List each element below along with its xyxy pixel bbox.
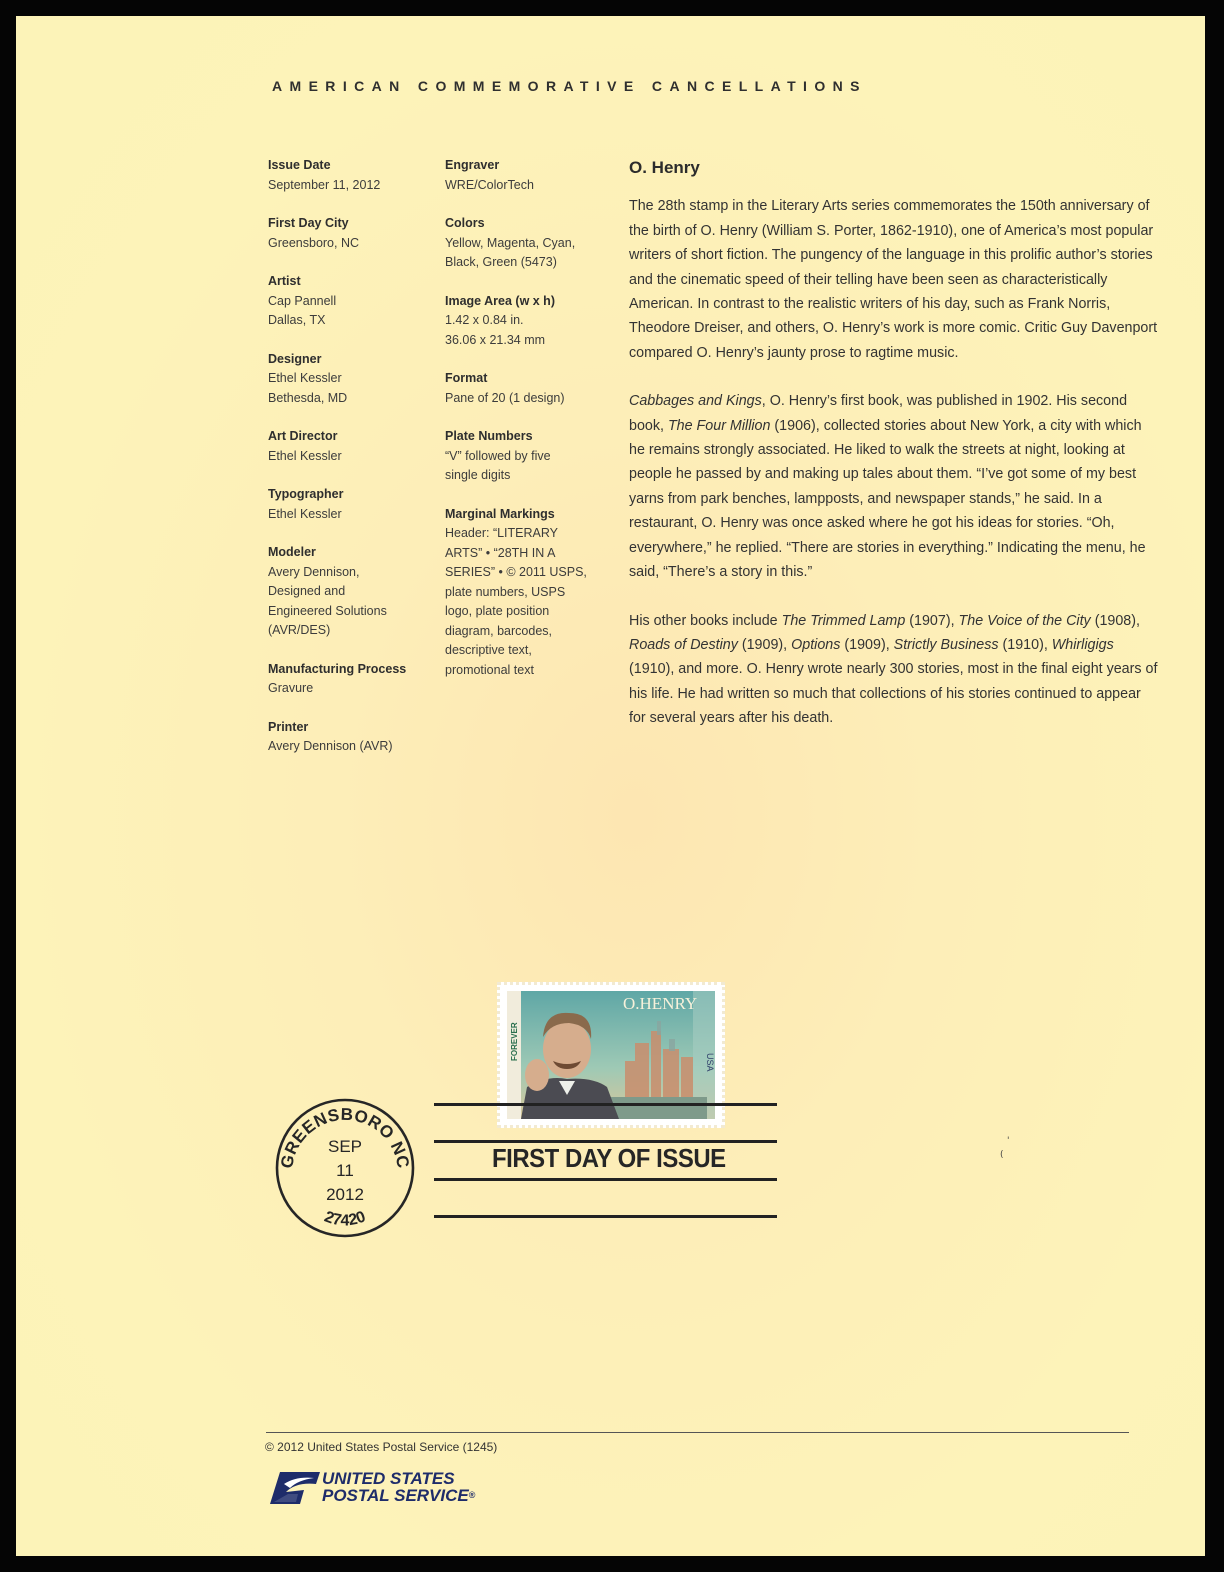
detail-label: Engraver bbox=[445, 158, 500, 172]
detail-first-day-city bbox=[268, 214, 438, 253]
detail-value: Gravure bbox=[268, 681, 314, 695]
usps-line2-text: POSTAL SERVICE bbox=[322, 1486, 469, 1505]
copyright-notice: © 2012 United States Postal Service (1245) bbox=[265, 1440, 498, 1454]
cancel-bar bbox=[434, 1178, 777, 1181]
detail-label: Artist bbox=[268, 274, 301, 288]
paper-speck: ' bbox=[1007, 1136, 1010, 1146]
first-day-cancellation bbox=[434, 1103, 777, 1223]
book-title: Roads of Destiny bbox=[629, 636, 738, 653]
book-title: Whirligigs bbox=[1051, 636, 1114, 653]
detail-engraver bbox=[445, 156, 615, 195]
cancel-bar bbox=[434, 1103, 777, 1106]
article-paragraph-2 bbox=[629, 389, 1159, 584]
detail-label: First Day City bbox=[268, 216, 349, 230]
article-title: O. Henry bbox=[629, 158, 700, 177]
detail-value: Avery Dennison, Designed and Engineered Solutions (AVR/DES) bbox=[268, 564, 387, 637]
book-title: The Trimmed Lamp bbox=[781, 612, 906, 629]
svg-text:27420 bbox=[322, 1208, 368, 1229]
first-day-of-issue-text: FIRST DAY OF ISSUE bbox=[492, 1143, 726, 1173]
detail-value: Header: “LITERARY ARTS” • “28TH IN A SERIES” • © 2011 USPS, plate numbers, USPS logo, plate position diagram, barcodes, descriptive text, promotional text bbox=[445, 526, 587, 677]
usps-line2 bbox=[322, 1487, 475, 1504]
book-title: Cabbages and Kings bbox=[629, 393, 762, 410]
postmark-day: 11 bbox=[336, 1161, 354, 1180]
postmark-city: GREENSBORO NC bbox=[276, 1104, 413, 1170]
detail-printer bbox=[268, 718, 438, 757]
detail-image-area bbox=[445, 292, 615, 351]
detail-value: 1.42 x 0.84 in. 36.06 x 21.34 mm bbox=[445, 313, 546, 347]
stamp-name: O.HENRY bbox=[623, 994, 698, 1013]
paragraph-text: (1906), collected stories about New York, a city with which he remains strongly associated. He liked to walk the streets at night, looking at people he passed by and making up tales about them. “I’ve got some of my best yarns from park benches, lampposts, and newspaper stands,” he said. In a restaurant, O. Henry was once asked where he got his ideas for stories. “Oh, everywhere,” he replied. “There are stories in everything.” Indicating the menu, he said, “There’s a story in this.” bbox=[629, 417, 1146, 581]
detail-issue-date bbox=[268, 156, 438, 195]
paragraph-text: (1910), bbox=[998, 636, 1052, 653]
postmark bbox=[270, 1093, 420, 1243]
detail-artist bbox=[268, 272, 438, 331]
detail-value: “V” followed by five single digits bbox=[445, 448, 551, 482]
book-title: Options bbox=[791, 636, 841, 653]
paragraph-text: , O. Henry’s first book, was published in 1902. His second book, bbox=[629, 393, 1128, 434]
detail-label: Colors bbox=[445, 216, 485, 230]
detail-label: Plate Numbers bbox=[445, 429, 533, 443]
detail-colors bbox=[445, 214, 615, 273]
usps-wordmark bbox=[322, 1470, 475, 1504]
registered-mark: ® bbox=[468, 1490, 476, 1500]
detail-designer bbox=[268, 350, 438, 409]
cancel-bar bbox=[434, 1215, 777, 1218]
detail-manufacturing-process bbox=[268, 660, 438, 699]
paragraph-text: His other books include bbox=[629, 612, 782, 629]
detail-marginal-markings bbox=[445, 505, 615, 681]
article bbox=[629, 156, 1159, 755]
detail-label: Modeler bbox=[268, 545, 316, 559]
detail-modeler bbox=[268, 543, 438, 641]
detail-art-director bbox=[268, 427, 438, 466]
detail-value: September 11, 2012 bbox=[268, 177, 381, 192]
stamp-country: USA bbox=[705, 1053, 715, 1072]
book-title: Strictly Business bbox=[893, 636, 999, 653]
detail-value: Greensboro, NC bbox=[268, 235, 360, 250]
paragraph-text: (1909), bbox=[737, 636, 792, 653]
detail-label: Format bbox=[445, 371, 488, 385]
detail-value: Ethel Kessler bbox=[268, 448, 342, 463]
detail-plate-numbers bbox=[445, 427, 615, 486]
article-paragraph-1: The 28th stamp in the Literary Arts series commemorates the 150th anniversary of the birth of O. Henry (William S. Porter, 1862-1910), one of America’s most popular writers of short fiction. The pungency of the language in this prolific author’s stories and the cinematic speed of their telling have been seen as characteristically American. In contrast to the realistic writers of his day, such as Frank Norris, Theodore Dreiser, and others, O. Henry’s work is more comic. Critic Guy Davenport compared O. Henry’s jaunty prose to ragtime music. bbox=[629, 198, 1158, 361]
paragraph-text: (1908), bbox=[1090, 612, 1140, 629]
detail-value: Ethel Kessler Bethesda, MD bbox=[268, 371, 348, 405]
detail-label: Printer bbox=[268, 719, 309, 734]
paper-speck: ( bbox=[1000, 1150, 1004, 1160]
detail-format bbox=[445, 369, 615, 408]
paragraph-text: (1909), bbox=[840, 636, 894, 653]
footer-divider bbox=[266, 1432, 1129, 1433]
postmark-year: 2012 bbox=[326, 1185, 364, 1204]
postmark-zip: 27420 bbox=[321, 1208, 369, 1230]
usps-logo bbox=[266, 1469, 476, 1510]
postmark-month: SEP bbox=[327, 1137, 363, 1156]
detail-label: Art Director bbox=[268, 429, 338, 443]
detail-value: Avery Dennison (AVR) bbox=[268, 739, 393, 753]
usps-line1: UNITED STATES bbox=[322, 1469, 455, 1488]
book-title: The Voice of the City bbox=[958, 612, 1091, 629]
page-header: AMERICAN COMMEMORATIVE CANCELLATIONS bbox=[272, 78, 867, 94]
detail-label: Image Area (w x h) bbox=[445, 293, 555, 308]
detail-value: WRE/ColorTech bbox=[445, 177, 534, 192]
detail-label: Typographer bbox=[268, 487, 344, 501]
detail-value: Yellow, Magenta, Cyan, Black, Green (5473) bbox=[445, 235, 576, 269]
detail-label: Issue Date bbox=[268, 158, 331, 172]
stamp-denomination: FOREVER bbox=[510, 1022, 519, 1061]
detail-typographer bbox=[268, 485, 438, 524]
commemorative-page bbox=[16, 16, 1205, 1556]
detail-label: Manufacturing Process bbox=[268, 661, 407, 676]
paragraph-text: (1910), and more. O. Henry wrote nearly 300 stories, most in the final eight years of his life. He had written so much that collections of his stories continued to appear for several years after his death. bbox=[629, 661, 1158, 727]
stamp-artwork bbox=[507, 991, 715, 1119]
article-paragraph-3 bbox=[629, 609, 1159, 731]
stamp-details-left bbox=[268, 156, 438, 776]
detail-value: Cap Pannell Dallas, TX bbox=[268, 293, 337, 327]
stamp-details-right bbox=[445, 156, 615, 699]
detail-label: Designer bbox=[268, 351, 322, 366]
book-title: The Four Million bbox=[667, 417, 771, 434]
eagle-icon bbox=[266, 1470, 320, 1506]
paragraph-text: (1907), bbox=[905, 612, 959, 629]
detail-label: Marginal Markings bbox=[445, 506, 555, 521]
detail-value: Ethel Kessler bbox=[268, 506, 342, 521]
detail-value: Pane of 20 (1 design) bbox=[445, 390, 565, 405]
